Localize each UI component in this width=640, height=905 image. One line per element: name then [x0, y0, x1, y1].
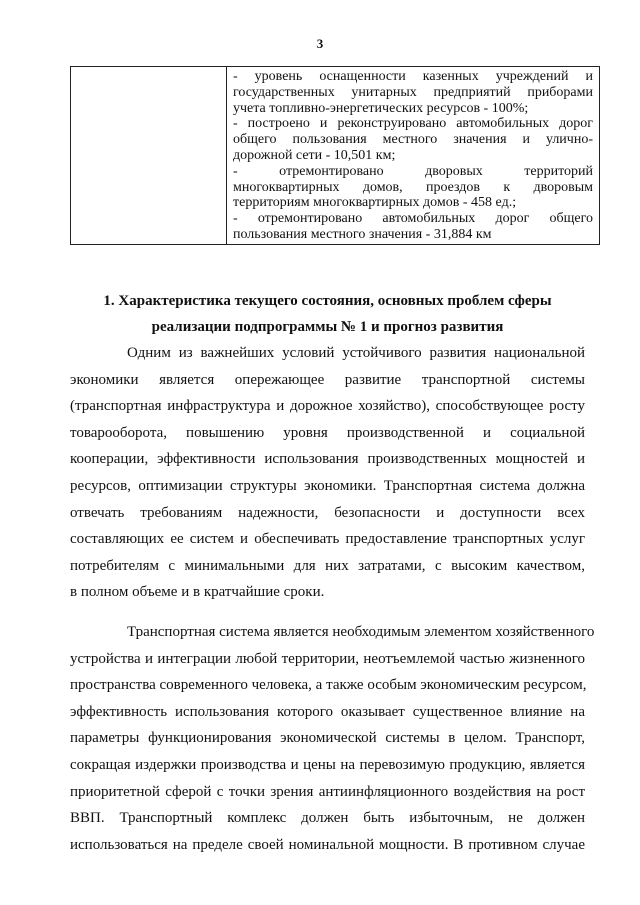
- table-line: учета топливно-энергетических ресурсов - 100%;: [233, 100, 529, 116]
- table-cell-empty: [71, 67, 227, 245]
- section-heading: [70, 288, 585, 340]
- section-heading-line: реализации подпрограммы № 1 и прогноз развития: [151, 319, 504, 335]
- paragraph-1: [70, 340, 585, 606]
- text-line: (транспортная инфраструктура и дорожное хозяйство), способствующее росту: [70, 398, 585, 415]
- text-line: устройства и интеграции любой территории, неотъемлемой частью жизненного: [70, 650, 585, 667]
- table-row: [71, 67, 600, 245]
- text-line: потребителям с минимальными для них затратами, с высоким качеством,: [70, 557, 585, 574]
- text-line: Транспортная система является необходимым элементом хозяйственного: [127, 623, 595, 640]
- text-line: товарооборота, повышению уровня производственной и социальной: [70, 424, 585, 441]
- table-line: - отремонтировано дворовых территорий: [233, 163, 593, 179]
- text-line: ВВП. Транспортный комплекс должен быть избыточным, не должен: [70, 810, 585, 827]
- indicators-table: [70, 66, 600, 245]
- table-line: - уровень оснащенности казенных учреждений и: [233, 69, 593, 84]
- text-line: составляющих ее систем и обеспечивать предоставление транспортных услуг: [70, 531, 585, 548]
- table-line: территориям многоквартирных домов - 458 ед.;: [233, 195, 517, 211]
- text-line: использоваться на пределе своей номинальной мощности. В противном случае: [70, 836, 585, 853]
- text-line: эффективность использования которого оказывает существенное влияние на: [70, 703, 585, 720]
- table-line: государственных унитарных предприятий приборами: [233, 84, 593, 100]
- text-line: кооперации, эффективности использования производственных мощностей и: [70, 451, 585, 468]
- text-line: ресурсов, оптимизации структуры экономики. Транспортная система должна: [70, 477, 585, 494]
- table-line: многоквартирных домов, проездов к дворовым: [233, 179, 593, 195]
- table-line: дорожной сети - 10,501 км;: [233, 147, 396, 163]
- table-line: - построено и реконструировано автомобильных дорог: [233, 116, 593, 132]
- text-line: приоритетной сферой с точки зрения антиинфляционного воздействия на рост: [70, 783, 585, 800]
- page-number: 3: [316, 36, 324, 51]
- body-text: [70, 340, 595, 858]
- table-line: пользования местного значения - 31,884 км: [233, 226, 492, 242]
- text-line: Одним из важнейших условий устойчивого развития национальной: [127, 345, 585, 361]
- text-line: параметры функционирования экономической системы в целом. Транспорт,: [70, 730, 585, 747]
- section-heading-line: 1. Характеристика текущего состояния, основных проблем сферы: [103, 293, 552, 309]
- table-line: общего пользования местного значения и улично-: [233, 132, 593, 148]
- text-line: в полном объеме и в кратчайшие сроки.: [70, 584, 325, 601]
- text-line: отвечать требованиям надежности, безопасности и доступности всех: [70, 504, 585, 521]
- text-line: экономики является опережающее развитие транспортной системы: [70, 371, 585, 388]
- table-line: - отремонтировано автомобильных дорог общего: [233, 211, 593, 227]
- table-cell-indicators: [227, 67, 600, 245]
- text-line: пространства современного человека, а также особым экономическим ресурсом,: [70, 677, 587, 694]
- text-line: сокращая издержки производства и цены на перевозимую продукцию, является: [70, 756, 585, 773]
- paragraph-2: [70, 619, 595, 858]
